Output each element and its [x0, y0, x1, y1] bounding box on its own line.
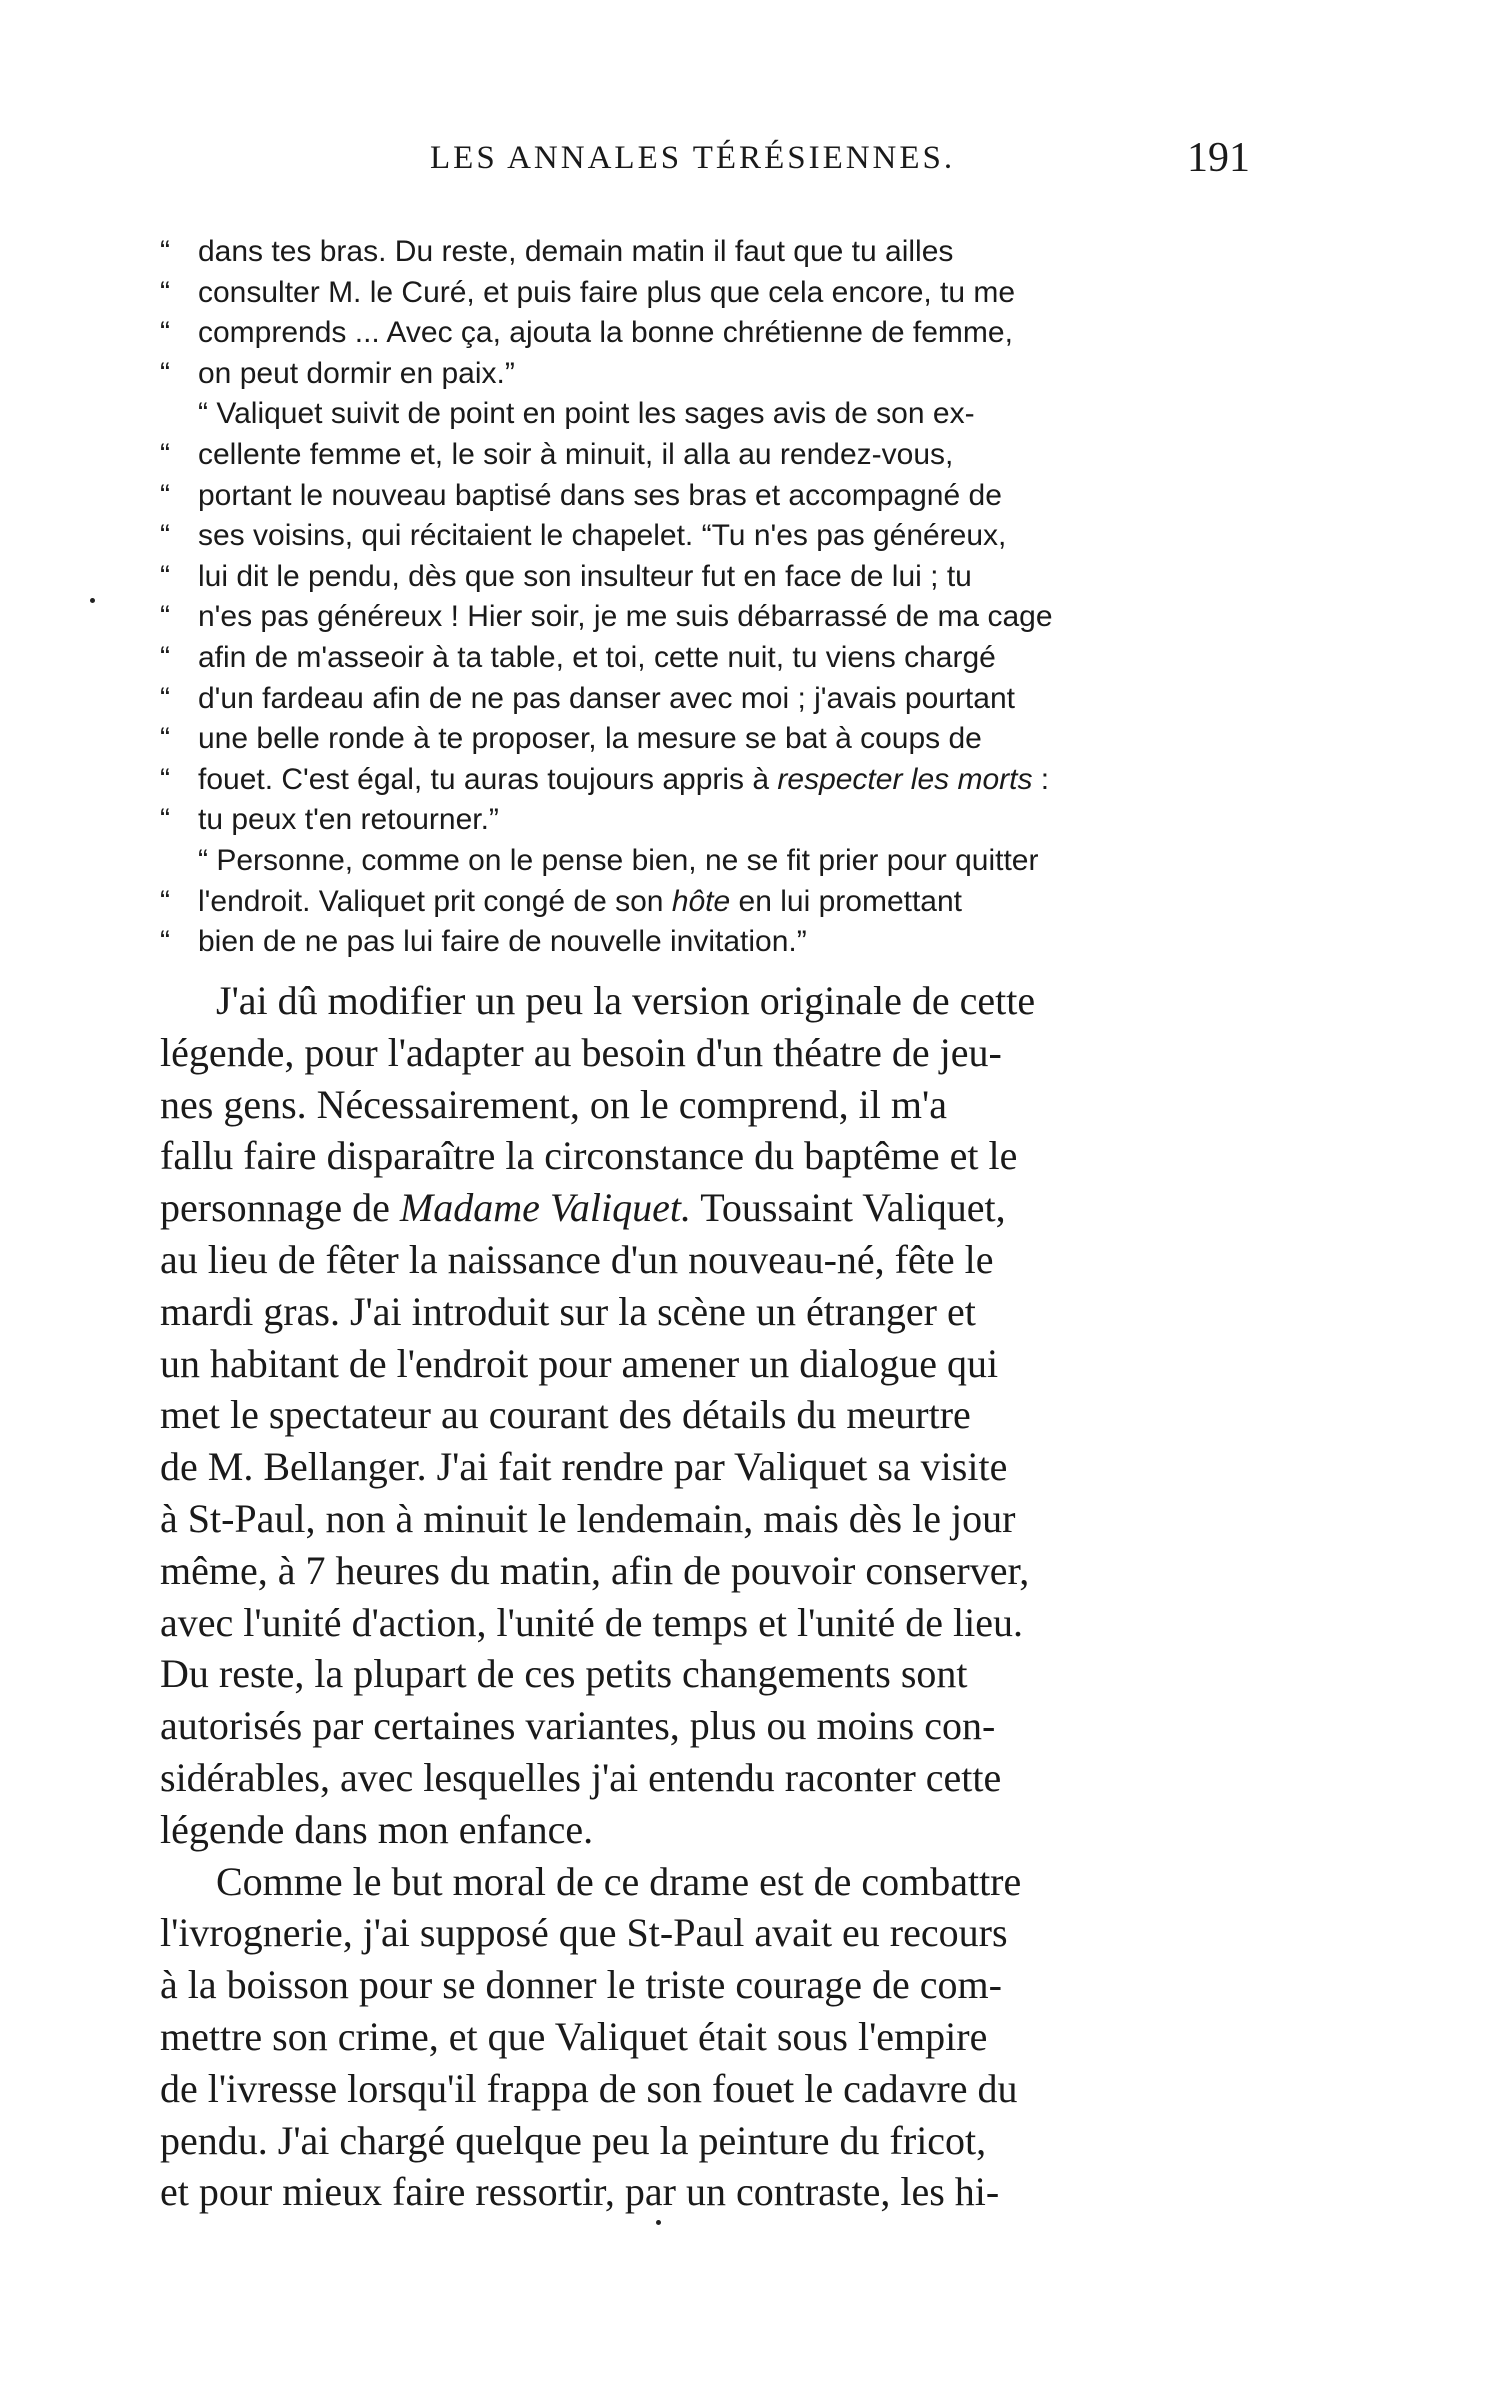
quoted-passage: [160, 232, 1260, 963]
text-segment: de M. Bellanger. J'ai fait rendre par Valiquet sa visite: [160, 1444, 1008, 1490]
page-header: [0, 135, 1506, 200]
quote-mark: “: [160, 640, 170, 674]
text-segment: consulter M. le Curé, et puis faire plus que cela encore, tu me: [198, 275, 1016, 309]
text-segment: “ Valiquet suivit de point en point les sages avis de son ex-: [198, 397, 975, 431]
quote-line: [160, 232, 1260, 273]
quote-line: [160, 476, 1260, 517]
italic-text: hôte: [671, 884, 731, 918]
text-segment: légende, pour l'adapter au besoin d'un théatre de jeu-: [160, 1029, 1002, 1075]
text-segment: portant le nouveau baptisé dans ses bras et accompagné de: [198, 478, 1002, 512]
body-line: [160, 1959, 1280, 2011]
quote-line: [160, 800, 1260, 841]
text-segment: en lui promettant: [730, 884, 962, 918]
text-segment: met le spectateur au courant des détails du meurtre: [160, 1392, 971, 1438]
body-line: [160, 1597, 1280, 1649]
text-segment: à St-Paul, non à minuit le lendemain, mais dès le jour: [160, 1495, 1016, 1541]
quote-line: [160, 922, 1260, 963]
text-segment: autorisés par certaines variantes, plus ou moins con-: [160, 1703, 996, 1749]
body-line: [160, 1338, 1280, 1390]
body-line: [160, 1545, 1280, 1597]
quote-mark: “: [160, 275, 170, 309]
text-segment: cellente femme et, le soir à minuit, il alla au rendez-vous,: [198, 437, 954, 471]
text-segment: et pour mieux faire ressortir, par un contraste, les hi-: [160, 2169, 1000, 2215]
quote-line: [160, 273, 1260, 314]
quote-mark: “: [160, 437, 170, 471]
text-segment: mettre son crime, et que Valiquet était sous l'empire: [160, 2013, 988, 2059]
quote-line: [160, 516, 1260, 557]
body-line: [160, 1389, 1280, 1441]
quote-line: [160, 557, 1260, 598]
text-segment: fallu faire disparaître la circonstance du baptême et le: [160, 1133, 1018, 1179]
text-segment: sidérables, avec lesquelles j'ai entendu raconter cette: [160, 1754, 1002, 1800]
body-line: [160, 1441, 1280, 1493]
text-segment: :: [1032, 762, 1050, 796]
text-segment: bien de ne pas lui faire de nouvelle invitation.”: [198, 925, 807, 959]
body-line: [160, 1027, 1280, 1079]
body-line: [160, 1804, 1280, 1856]
running-title: LES ANNALES TÉRÉSIENNES.: [430, 140, 956, 176]
bottom-speck: [656, 2220, 661, 2225]
body-line: [160, 1907, 1280, 1959]
text-segment: dans tes bras. Du reste, demain matin il faut que tu ailles: [198, 235, 954, 268]
text-segment: n'es pas généreux ! Hier soir, je me suis débarrassé de ma cage: [198, 600, 1053, 634]
text-segment: lui dit le pendu, dès que son insulteur fut en face de lui ; tu: [198, 559, 972, 593]
quote-mark: “: [160, 925, 170, 959]
quote-mark: “: [160, 478, 170, 512]
italic-text: Madame Valiquet.: [399, 1185, 691, 1231]
quote-mark: “: [160, 681, 170, 715]
text-segment: à la boisson pour se donner le triste courage de com-: [160, 1962, 1002, 2008]
text-segment: Du reste, la plupart de ces petits changements sont: [160, 1651, 968, 1697]
text-segment: comprends ... Avec ça, ajouta la bonne chrétienne de femme,: [198, 316, 1013, 350]
text-segment: nes gens. Nécessairement, on le comprend, il m'a: [160, 1081, 947, 1127]
body-line: [160, 2063, 1280, 2115]
text-segment: on peut dormir en paix.”: [198, 356, 515, 390]
quote-line: [160, 435, 1260, 476]
body-text: [160, 975, 1280, 2218]
quote-line: [160, 313, 1260, 354]
quote-mark: “: [160, 722, 170, 756]
quote-mark: “: [160, 519, 170, 553]
text-segment: légende dans mon enfance.: [160, 1806, 594, 1852]
text-segment: l'ivrognerie, j'ai supposé que St-Paul avait eu recours: [160, 1910, 1008, 1956]
quote-line: [160, 597, 1260, 638]
italic-text: respecter les morts: [777, 762, 1033, 796]
quote-line: [160, 394, 1260, 435]
body-line: [160, 1286, 1280, 1338]
quote-mark: “: [160, 316, 170, 350]
quote-line: [160, 638, 1260, 679]
text-segment: au lieu de fêter la naissance d'un nouveau-né, fête le: [160, 1236, 994, 1282]
quote-mark: “: [160, 803, 170, 837]
text-segment: Comme le but moral de ce drame est de combattre: [216, 1858, 1022, 1904]
quote-line: [160, 841, 1260, 882]
text-segment: tu peux t'en retourner.”: [198, 803, 499, 837]
body-line: [160, 1700, 1280, 1752]
text-segment: J'ai dû modifier un peu la version originale de cette: [216, 978, 1036, 1023]
text-segment: l'endroit. Valiquet prit congé de son: [198, 884, 672, 918]
text-segment: de l'ivresse lorsqu'il frappa de son fouet le cadavre du: [160, 2065, 1018, 2111]
text-segment: “ Personne, comme on le pense bien, ne se fit prier pour quitter: [198, 843, 1039, 877]
quote-mark: “: [160, 235, 170, 268]
text-segment: avec l'unité d'action, l'unité de temps et l'unité de lieu.: [160, 1599, 1024, 1645]
quote-mark: “: [160, 600, 170, 634]
body-line: [160, 2115, 1280, 2167]
body-line: [160, 1182, 1280, 1234]
text-segment: personnage de: [160, 1185, 400, 1231]
text-segment: afin de m'asseoir à ta table, et toi, cette nuit, tu viens chargé: [198, 640, 996, 674]
page-number: 191: [1187, 135, 1250, 181]
quote-mark: “: [160, 884, 170, 918]
text-segment: ses voisins, qui récitaient le chapelet. “Tu n'es pas généreux,: [198, 519, 1007, 553]
text-segment: pendu. J'ai chargé quelque peu la peinture du fricot,: [160, 2117, 987, 2163]
body-line: [160, 2166, 1280, 2218]
quote-line: [160, 719, 1260, 760]
body-line: [160, 975, 1280, 1027]
quote-line: [160, 679, 1260, 720]
text-segment: d'un fardeau afin de ne pas danser avec moi ; j'avais pourtant: [198, 681, 1015, 715]
text-segment: un habitant de l'endroit pour amener un dialogue qui: [160, 1340, 999, 1386]
body-line: [160, 2011, 1280, 2063]
body-line: [160, 1648, 1280, 1700]
quote-line: [160, 882, 1260, 923]
body-line: [160, 1493, 1280, 1545]
text-segment: une belle ronde à te proposer, la mesure se bat à coups de: [198, 722, 982, 756]
body-line: [160, 1856, 1280, 1908]
text-segment: fouet. C'est égal, tu auras toujours appris à: [198, 762, 778, 796]
quote-mark: “: [160, 559, 170, 593]
text-segment: mardi gras. J'ai introduit sur la scène un étranger et: [160, 1288, 976, 1334]
body-line: [160, 1752, 1280, 1804]
body-line: [160, 1079, 1280, 1131]
quote-line: [160, 760, 1260, 801]
quote-line: [160, 354, 1260, 395]
text-segment: même, à 7 heures du matin, afin de pouvoir conserver,: [160, 1547, 1030, 1593]
text-segment: Toussaint Valiquet,: [690, 1185, 1006, 1231]
body-line: [160, 1130, 1280, 1182]
quote-mark: “: [160, 762, 170, 796]
body-line: [160, 1234, 1280, 1286]
quote-mark: “: [160, 356, 170, 390]
margin-speck: [90, 598, 95, 603]
